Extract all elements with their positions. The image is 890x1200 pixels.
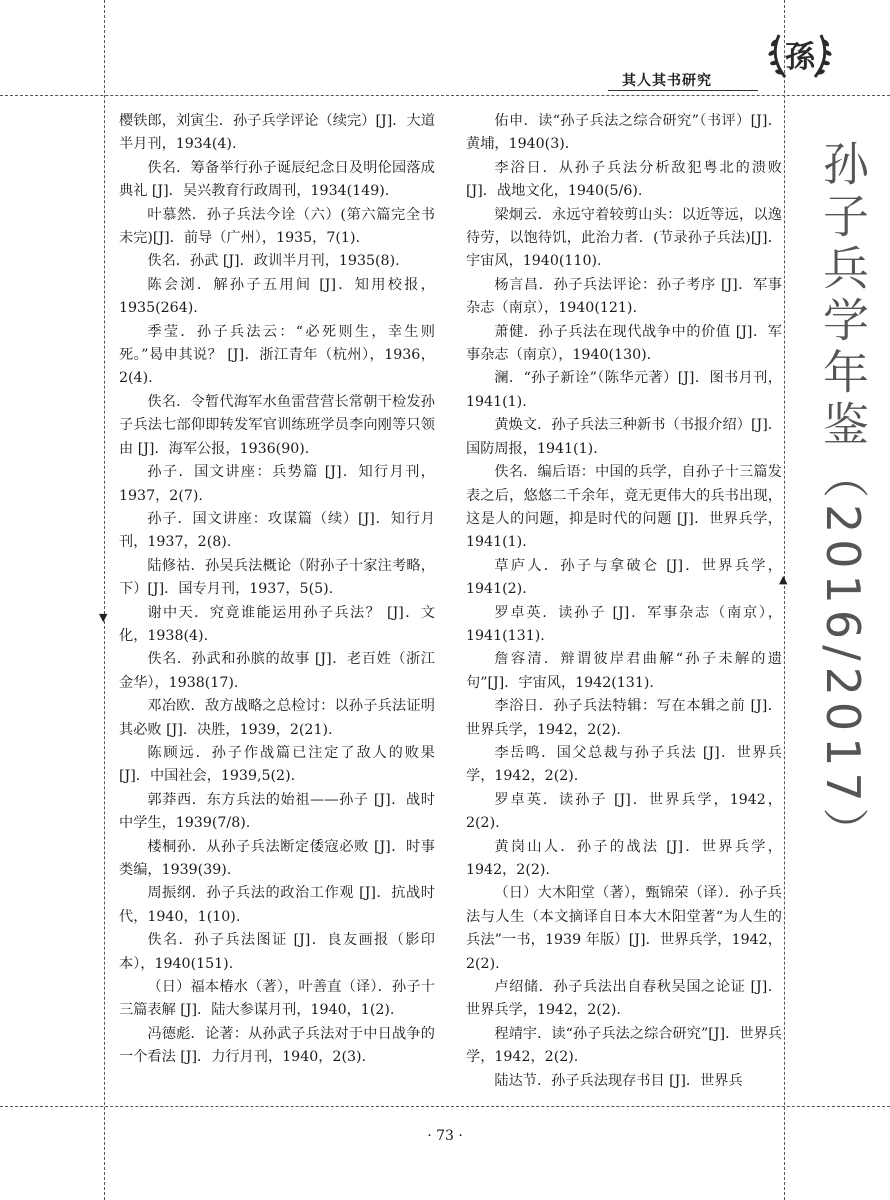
- bibliography-entry: 黄焕文．孙子兵法三种新书（书报介绍）[J]．国防周报，1941(1).: [466, 417, 782, 457]
- bibliography-right-column: [466, 110, 782, 1093]
- bibliography-entry: 佚名．筹备举行孙子诞辰纪念日及明伦园落成典礼 [J]．吴兴教育行政周刊，1934(149).: [119, 159, 435, 200]
- bibliography-entry: 李岳鸣．国父总裁与孙子兵法 [J]．世界兵学，1942，2(2).: [466, 744, 782, 785]
- bibliography-entry: 佑申．读“孙子兵法之综合研究”（书评）[J]．黄埔，1940(3).: [466, 113, 782, 153]
- bibliography-entry: 佚名．孙子兵法图证 [J]．良友画报（影印本），1940(151).: [119, 932, 435, 972]
- bibliography-entry: 陆修祜．孙吴兵法概论（附孙子十家注考略，下）[J]．国专月刊，1937，5(5).: [119, 557, 435, 598]
- bibliography-entry: 李浴日．从孙子兵法分析敌犯粤北的溃败 [J]．战地文化，1940(5/6).: [466, 159, 782, 200]
- bibliography-entry: 卢绍储．孙子兵法出自春秋吴国之论证 [J]．世界兵学，1942，2(2).: [466, 979, 782, 1019]
- arrow-down-icon: ▼: [99, 611, 108, 624]
- bibliography-entry: 楼桐孙．从孙子兵法断定倭寇必败 [J]．时事类编，1939(39).: [119, 838, 435, 878]
- bibliography-entry: 季莹．孙子兵法云：“必死则生，幸生则死。”曷申其说？ [J]．浙江青年（杭州），1936，2(4).: [119, 323, 435, 387]
- bibliography-entry: 孙子．国文讲座：兵势篇 [J]．知行月刊，1937，2(7).: [119, 464, 435, 504]
- running-header: 其人其书研究: [622, 73, 712, 89]
- left-trim-guide: [104, 0, 105, 1200]
- arrow-up-icon: ▲: [779, 573, 788, 586]
- bibliography-entry: 孙子．国文讲座：攻谋篇（续）[J]．知行月刊，1937，2(8).: [119, 510, 435, 551]
- logo-glyph: 孫: [785, 40, 815, 75]
- bibliography-entry: 邓冶欧．敌方战略之总检讨：以孙子兵法证明其必败 [J]．决胜，1939，2(21).: [119, 698, 435, 738]
- bibliography-entry: 梁炯云．永远守着较剪山头：以近等远，以逸待劳，以饱待饥，此治力者．(节录孙子兵法)[J]．宇宙风，1940(110).: [466, 206, 782, 270]
- bibliography-entry: 黄岗山人．孙子的战法 [J]．世界兵学，1942，2(2).: [466, 838, 782, 878]
- bibliography-entry: 罗卓英．读孙子 [J]．世界兵学，1942，2(2).: [466, 791, 782, 832]
- bibliography-entry: 樱铁郎，刘寅尘．孙子兵学评论（续完）[J]．大道半月刊，1934(4).: [119, 113, 435, 153]
- bibliography-entry: 郭莽西．东方兵法的始祖——孙子 [J]．战时中学生，1939(7/8).: [119, 791, 435, 832]
- bibliography-entry: （日）大木阳堂（著），甄锦荣（译）．孙子兵法与人生（本文摘译自日本大木阳堂著“为人生的兵法”一书，1939 年版）[J]．世界兵学，1942，2(2).: [466, 885, 782, 972]
- page-number: · 73 ·: [427, 1128, 463, 1144]
- bibliography-entry: 杨言昌．孙子兵法评论：孙子考序 [J]．军事杂志（南京），1940(121).: [466, 276, 782, 317]
- bibliography-entry: 周振纲．孙子兵法的政治工作观 [J]．抗战时代，1940，1(10).: [119, 885, 435, 925]
- bibliography-entry: 陈顾远．孙子作战篇已注定了敌人的败果 [J]．中国社会，1939,5(2).: [119, 744, 435, 785]
- bibliography-left-column: [119, 110, 435, 1070]
- bibliography-entry: 詹容清．辩谓彼岸君曲解“孙子未解的遗句”[J]．宇宙风，1942(131).: [466, 651, 782, 691]
- bibliography-entry: 叶慕然．孙子兵法今诠（六）(第六篇完全书未完)[J]．前导（广州），1935，7(1).: [119, 206, 435, 247]
- laurel-wreath-emblem-icon: [765, 25, 835, 85]
- right-trim-guide: [784, 0, 785, 1200]
- book-title-vertical: 孙子兵学年鉴（2016/2017）: [816, 140, 870, 860]
- bibliography-entry: 冯德彪．论著：从孙武子兵法对于中日战争的一个看法 [J]．力行月刊，1940，2(3).: [119, 1025, 435, 1066]
- bibliography-entry: 佚名．孙武 [J]．政训半月刊，1935(8).: [147, 253, 400, 270]
- bibliography-entry: 李浴日．孙子兵法特辑：写在本辑之前 [J]．世界兵学，1942，2(2).: [466, 698, 782, 738]
- bibliography-entry: （日）福本椿水（著），叶善直（译）．孙子十三篇表解 [J]．陆大参谋月刊，1940，1(2).: [119, 979, 435, 1019]
- bibliography-entry: 陆达节．孙子兵法现存书目 [J]．世界兵: [494, 1072, 743, 1089]
- bibliography-entry: 佚名．编后语：中国的兵学，自孙子十三篇发表之后，悠悠二千余年，竟无更伟大的兵书出现，这是人的问题，抑是时代的问题 [J]．世界兵学，1941(1).: [466, 464, 782, 551]
- header-rule: [608, 90, 758, 91]
- bibliography-entry: 草庐人．孙子与拿破仑 [J]．世界兵学，1941(2).: [466, 557, 782, 598]
- bibliography-entry: 程靖宇．读“孙子兵法之综合研究”[J]．世界兵学，1942，2(2).: [466, 1025, 782, 1066]
- bibliography-entry: 陈会浏．解孙子五用间 [J]．知用校报，1935(264).: [119, 276, 435, 317]
- bibliography-entry: 佚名．令暂代海军水鱼雷营营长常朝干检发孙子兵法七部仰即转发军官训练班学员李向刚等只领由 [J]．海军公报，1936(90).: [119, 393, 435, 457]
- bibliography-entry: 澜．“孙子新诠”（陈华元著）[J]．图书月刊，1941(1).: [466, 370, 782, 410]
- bottom-trim-guide: [0, 1106, 890, 1107]
- bibliography-entry: 佚名．孙武和孙膑的故事 [J]．老百姓（浙江金华），1938(17).: [119, 651, 435, 691]
- bibliography-entry: 萧健．孙子兵法在现代战争中的价值 [J]．军事杂志（南京），1940(130).: [466, 323, 782, 364]
- top-trim-guide: [0, 95, 890, 96]
- bibliography-entry: 谢中天．究竟谁能运用孙子兵法？ [J]．文化，1938(4).: [119, 604, 435, 644]
- bibliography-entry: 罗卓英．读孙子 [J]．军事杂志（南京），1941(131).: [466, 604, 782, 644]
